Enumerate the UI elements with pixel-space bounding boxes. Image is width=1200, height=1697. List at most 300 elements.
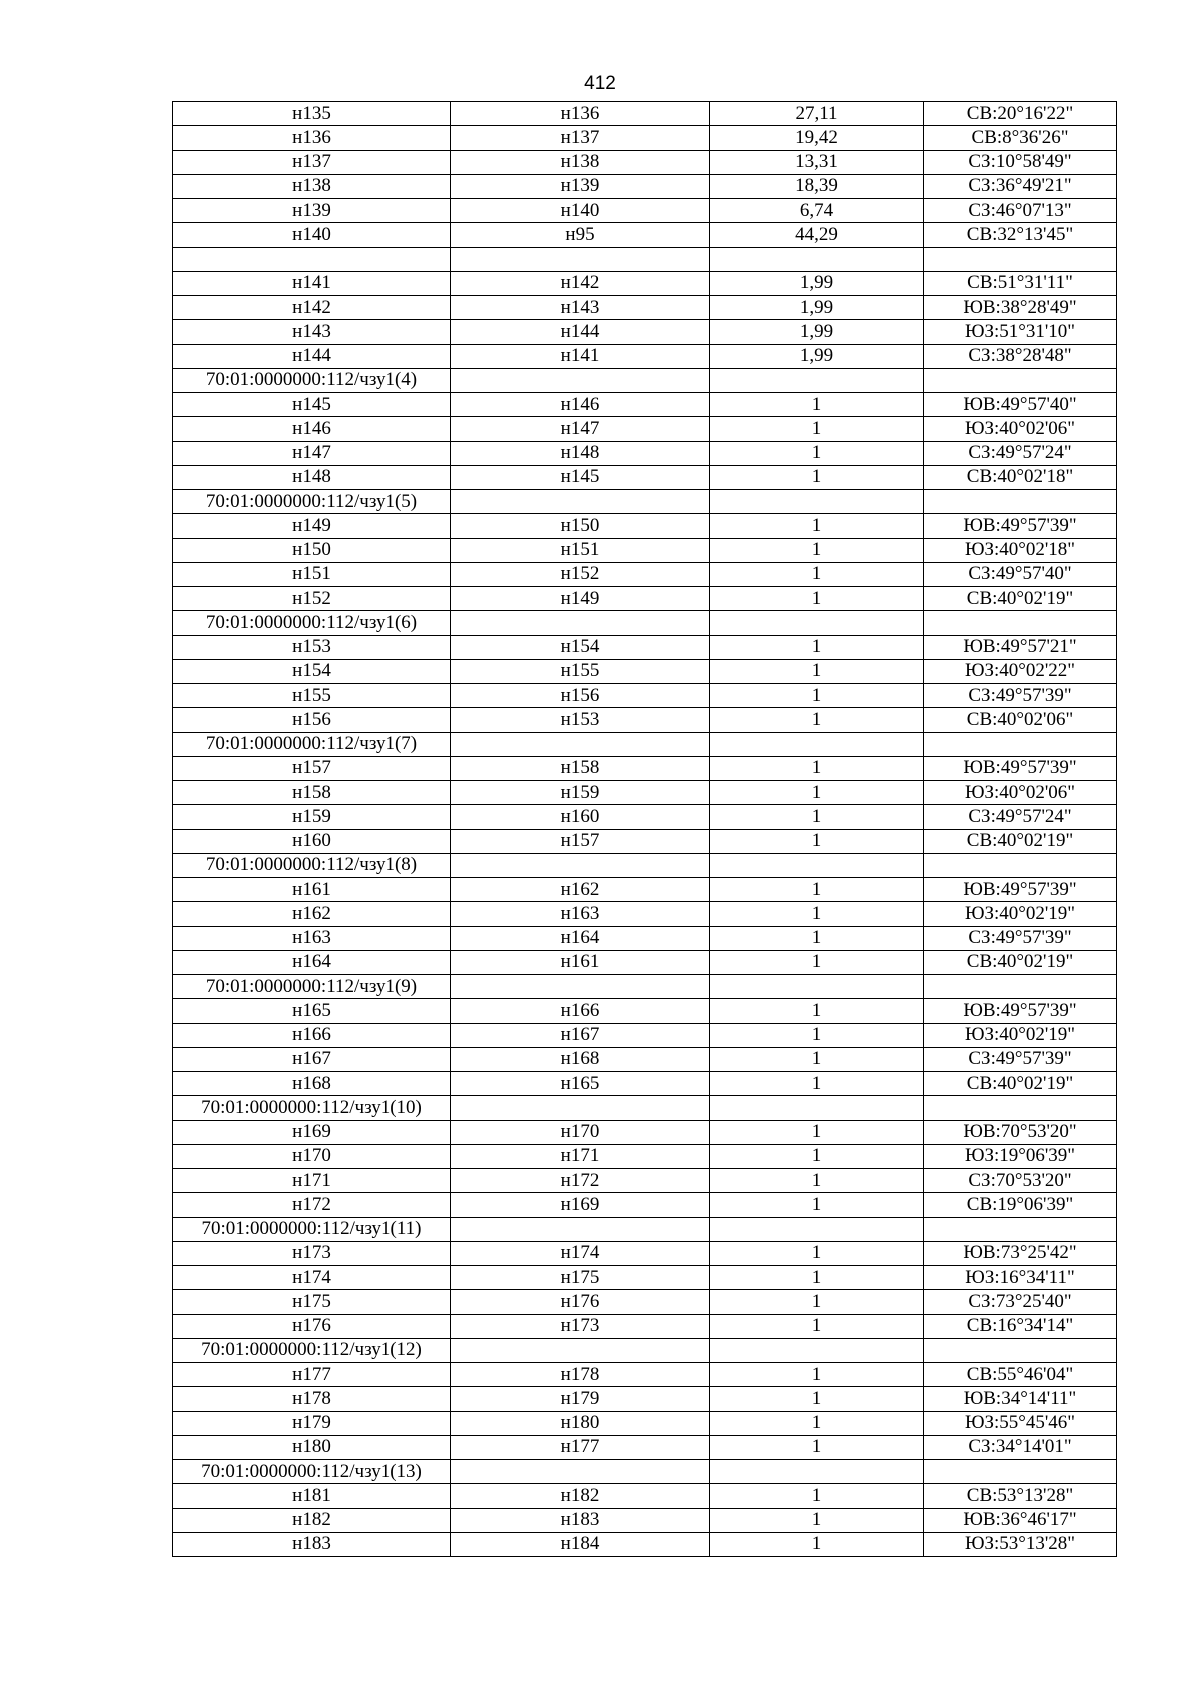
table-row: [173, 393, 1117, 417]
length-cell: 1: [710, 635, 924, 659]
point-from-cell: н146: [173, 417, 451, 441]
bearing-cell: СЗ:36°49'21": [924, 174, 1117, 198]
point-from-cell: н181: [173, 1484, 451, 1508]
bearing-cell: [924, 1460, 1117, 1484]
point-from-cell: 70:01:0000000:112/чзу1(11): [173, 1217, 451, 1241]
bearing-cell: СЗ:49°57'24": [924, 805, 1117, 829]
table-row: [173, 926, 1117, 950]
length-cell: 1: [710, 587, 924, 611]
table-row: [173, 1387, 1117, 1411]
bearing-cell: СЗ:70°53'20": [924, 1169, 1117, 1193]
bearing-cell: СЗ:49°57'39": [924, 926, 1117, 950]
table-row: [173, 1193, 1117, 1217]
length-cell: 1: [710, 1120, 924, 1144]
point-from-cell: н154: [173, 659, 451, 683]
point-to-cell: [451, 975, 710, 999]
point-from-cell: н147: [173, 441, 451, 465]
point-from-cell: н166: [173, 1023, 451, 1047]
point-to-cell: н184: [451, 1532, 710, 1556]
point-to-cell: н178: [451, 1363, 710, 1387]
point-to-cell: [451, 1217, 710, 1241]
point-to-cell: н177: [451, 1435, 710, 1459]
bearing-cell: СВ:8°36'26": [924, 126, 1117, 150]
length-cell: [710, 368, 924, 392]
point-to-cell: н172: [451, 1169, 710, 1193]
bearing-cell: [924, 368, 1117, 392]
length-cell: 1: [710, 1532, 924, 1556]
point-from-cell: н177: [173, 1363, 451, 1387]
length-cell: 1: [710, 514, 924, 538]
table-row: [173, 538, 1117, 562]
point-from-cell: н157: [173, 756, 451, 780]
point-to-cell: [451, 1460, 710, 1484]
length-cell: 1: [710, 659, 924, 683]
bearing-cell: ЮЗ:40°02'19": [924, 1023, 1117, 1047]
table-row: [173, 247, 1117, 271]
table-row: [173, 1460, 1117, 1484]
table-row: [173, 1144, 1117, 1168]
point-to-cell: н154: [451, 635, 710, 659]
length-cell: 1: [710, 1023, 924, 1047]
length-cell: 1: [710, 562, 924, 586]
point-to-cell: н180: [451, 1411, 710, 1435]
point-to-cell: н95: [451, 223, 710, 247]
point-to-cell: н148: [451, 441, 710, 465]
point-to-cell: н163: [451, 902, 710, 926]
point-to-cell: н136: [451, 102, 710, 126]
length-cell: 1,99: [710, 344, 924, 368]
point-to-cell: н149: [451, 587, 710, 611]
length-cell: 1,99: [710, 296, 924, 320]
point-from-cell: 70:01:0000000:112/чзу1(12): [173, 1338, 451, 1362]
table-row: [173, 271, 1117, 295]
point-from-cell: н148: [173, 465, 451, 489]
bearing-cell: СВ:40°02'06": [924, 708, 1117, 732]
table-row: [173, 1072, 1117, 1096]
bearing-cell: [924, 732, 1117, 756]
point-from-cell: [173, 247, 451, 271]
point-to-cell: н166: [451, 999, 710, 1023]
point-to-cell: н147: [451, 417, 710, 441]
point-to-cell: н167: [451, 1023, 710, 1047]
bearing-cell: ЮВ:49°57'39": [924, 878, 1117, 902]
table-row: [173, 587, 1117, 611]
length-cell: 1: [710, 1314, 924, 1338]
table-row: [173, 950, 1117, 974]
table-row: [173, 562, 1117, 586]
table-row: [173, 102, 1117, 126]
point-from-cell: н179: [173, 1411, 451, 1435]
point-to-cell: [451, 853, 710, 877]
bearing-cell: [924, 1217, 1117, 1241]
point-from-cell: н152: [173, 587, 451, 611]
table-row: [173, 805, 1117, 829]
length-cell: [710, 975, 924, 999]
bearing-cell: ЮЗ:16°34'11": [924, 1266, 1117, 1290]
point-from-cell: н140: [173, 223, 451, 247]
point-to-cell: н142: [451, 271, 710, 295]
point-to-cell: н137: [451, 126, 710, 150]
table-row: [173, 514, 1117, 538]
point-to-cell: н176: [451, 1290, 710, 1314]
point-to-cell: н155: [451, 659, 710, 683]
length-cell: 44,29: [710, 223, 924, 247]
length-cell: 19,42: [710, 126, 924, 150]
point-to-cell: н144: [451, 320, 710, 344]
table-row: [173, 1217, 1117, 1241]
table-row: [173, 1047, 1117, 1071]
table-row: [173, 975, 1117, 999]
bearing-cell: ЮВ:73°25'42": [924, 1241, 1117, 1265]
bearing-cell: СЗ:38°28'48": [924, 344, 1117, 368]
point-from-cell: 70:01:0000000:112/чзу1(10): [173, 1096, 451, 1120]
length-cell: 1: [710, 1072, 924, 1096]
length-cell: 1: [710, 1363, 924, 1387]
point-from-cell: н175: [173, 1290, 451, 1314]
point-to-cell: н161: [451, 950, 710, 974]
point-from-cell: н151: [173, 562, 451, 586]
table-row: [173, 1241, 1117, 1265]
length-cell: 1: [710, 708, 924, 732]
bearing-cell: ЮВ:70°53'20": [924, 1120, 1117, 1144]
length-cell: [710, 1096, 924, 1120]
point-from-cell: н160: [173, 829, 451, 853]
table-row: [173, 1266, 1117, 1290]
point-to-cell: [451, 368, 710, 392]
point-from-cell: н149: [173, 514, 451, 538]
point-to-cell: н150: [451, 514, 710, 538]
bearing-cell: ЮЗ:40°02'18": [924, 538, 1117, 562]
bearing-cell: СЗ:10°58'49": [924, 150, 1117, 174]
point-from-cell: н138: [173, 174, 451, 198]
length-cell: 1: [710, 756, 924, 780]
table-row: [173, 1508, 1117, 1532]
bearing-cell: [924, 247, 1117, 271]
length-cell: 18,39: [710, 174, 924, 198]
table-row: [173, 490, 1117, 514]
bearing-cell: СВ:55°46'04": [924, 1363, 1117, 1387]
point-to-cell: [451, 732, 710, 756]
bearing-cell: СЗ:34°14'01": [924, 1435, 1117, 1459]
table-row: [173, 756, 1117, 780]
point-from-cell: 70:01:0000000:112/чзу1(4): [173, 368, 451, 392]
bearing-cell: ЮВ:49°57'39": [924, 756, 1117, 780]
length-cell: 1: [710, 393, 924, 417]
length-cell: 1: [710, 1144, 924, 1168]
point-from-cell: н135: [173, 102, 451, 126]
table-row: [173, 465, 1117, 489]
table-row: [173, 174, 1117, 198]
point-from-cell: н178: [173, 1387, 451, 1411]
table-row: [173, 126, 1117, 150]
point-to-cell: н153: [451, 708, 710, 732]
bearing-cell: ЮЗ:40°02'06": [924, 781, 1117, 805]
length-cell: 1: [710, 538, 924, 562]
bearing-cell: СВ:51°31'11": [924, 271, 1117, 295]
table-row: [173, 611, 1117, 635]
table-row: [173, 296, 1117, 320]
table-row: [173, 853, 1117, 877]
coordinates-table: [172, 101, 1117, 1557]
length-cell: 1: [710, 684, 924, 708]
bearing-cell: ЮВ:49°57'21": [924, 635, 1117, 659]
point-to-cell: н152: [451, 562, 710, 586]
point-to-cell: н156: [451, 684, 710, 708]
point-to-cell: н169: [451, 1193, 710, 1217]
point-from-cell: н168: [173, 1072, 451, 1096]
table-row: [173, 1169, 1117, 1193]
table-row: [173, 1023, 1117, 1047]
point-from-cell: н167: [173, 1047, 451, 1071]
table-row: [173, 1532, 1117, 1556]
bearing-cell: СВ:32°13'45": [924, 223, 1117, 247]
table-row: [173, 344, 1117, 368]
point-from-cell: н172: [173, 1193, 451, 1217]
point-to-cell: [451, 611, 710, 635]
length-cell: 1,99: [710, 271, 924, 295]
table-row: [173, 732, 1117, 756]
point-to-cell: н140: [451, 199, 710, 223]
bearing-cell: СВ:19°06'39": [924, 1193, 1117, 1217]
length-cell: 6,74: [710, 199, 924, 223]
length-cell: 1: [710, 1169, 924, 1193]
bearing-cell: [924, 490, 1117, 514]
table-row: [173, 223, 1117, 247]
length-cell: 1: [710, 781, 924, 805]
bearing-cell: СВ:40°02'19": [924, 587, 1117, 611]
length-cell: [710, 490, 924, 514]
point-to-cell: н151: [451, 538, 710, 562]
bearing-cell: [924, 1338, 1117, 1362]
table-body: [173, 102, 1117, 1557]
point-from-cell: н145: [173, 393, 451, 417]
point-from-cell: н142: [173, 296, 451, 320]
point-to-cell: [451, 490, 710, 514]
point-from-cell: н153: [173, 635, 451, 659]
table-row: [173, 708, 1117, 732]
length-cell: [710, 1338, 924, 1362]
point-from-cell: н141: [173, 271, 451, 295]
table-row: [173, 635, 1117, 659]
table-row: [173, 829, 1117, 853]
table-row: [173, 1096, 1117, 1120]
point-from-cell: н156: [173, 708, 451, 732]
length-cell: 1: [710, 926, 924, 950]
table-row: [173, 878, 1117, 902]
point-from-cell: н171: [173, 1169, 451, 1193]
point-from-cell: н169: [173, 1120, 451, 1144]
bearing-cell: ЮВ:49°57'39": [924, 999, 1117, 1023]
bearing-cell: ЮЗ:40°02'06": [924, 417, 1117, 441]
point-to-cell: н143: [451, 296, 710, 320]
table-row: [173, 199, 1117, 223]
length-cell: 1: [710, 441, 924, 465]
bearing-cell: СЗ:49°57'39": [924, 1047, 1117, 1071]
table-row: [173, 781, 1117, 805]
point-from-cell: н170: [173, 1144, 451, 1168]
point-from-cell: н137: [173, 150, 451, 174]
point-to-cell: н170: [451, 1120, 710, 1144]
bearing-cell: ЮВ:36°46'17": [924, 1508, 1117, 1532]
point-from-cell: н174: [173, 1266, 451, 1290]
page-number: 412: [584, 73, 616, 94]
bearing-cell: ЮЗ:19°06'39": [924, 1144, 1117, 1168]
length-cell: 1,99: [710, 320, 924, 344]
table-row: [173, 417, 1117, 441]
bearing-cell: СЗ:73°25'40": [924, 1290, 1117, 1314]
table-row: [173, 441, 1117, 465]
bearing-cell: СЗ:49°57'24": [924, 441, 1117, 465]
table-row: [173, 1338, 1117, 1362]
table-row: [173, 320, 1117, 344]
point-from-cell: н155: [173, 684, 451, 708]
bearing-cell: СВ:40°02'19": [924, 829, 1117, 853]
length-cell: [710, 1460, 924, 1484]
point-to-cell: н141: [451, 344, 710, 368]
point-from-cell: н143: [173, 320, 451, 344]
point-from-cell: н176: [173, 1314, 451, 1338]
bearing-cell: ЮВ:49°57'40": [924, 393, 1117, 417]
bearing-cell: СВ:40°02'18": [924, 465, 1117, 489]
length-cell: 1: [710, 1508, 924, 1532]
length-cell: 1: [710, 1241, 924, 1265]
point-to-cell: н138: [451, 150, 710, 174]
table-row: [173, 1435, 1117, 1459]
point-from-cell: 70:01:0000000:112/чзу1(5): [173, 490, 451, 514]
length-cell: [710, 1217, 924, 1241]
table-row: [173, 1314, 1117, 1338]
bearing-cell: СВ:40°02'19": [924, 1072, 1117, 1096]
point-to-cell: [451, 1096, 710, 1120]
point-to-cell: н158: [451, 756, 710, 780]
length-cell: 1: [710, 999, 924, 1023]
point-from-cell: н144: [173, 344, 451, 368]
table-row: [173, 1411, 1117, 1435]
table-row: [173, 1290, 1117, 1314]
table-row: [173, 368, 1117, 392]
point-from-cell: н139: [173, 199, 451, 223]
length-cell: [710, 611, 924, 635]
length-cell: 1: [710, 1387, 924, 1411]
point-from-cell: н164: [173, 950, 451, 974]
point-to-cell: н139: [451, 174, 710, 198]
bearing-cell: [924, 853, 1117, 877]
bearing-cell: ЮЗ:53°13'28": [924, 1532, 1117, 1556]
length-cell: 27,11: [710, 102, 924, 126]
table-row: [173, 150, 1117, 174]
length-cell: 13,31: [710, 150, 924, 174]
bearing-cell: ЮЗ:40°02'19": [924, 902, 1117, 926]
length-cell: 1: [710, 1484, 924, 1508]
bearing-cell: СЗ:49°57'40": [924, 562, 1117, 586]
table-row: [173, 902, 1117, 926]
bearing-cell: [924, 1096, 1117, 1120]
bearing-cell: СВ:53°13'28": [924, 1484, 1117, 1508]
point-to-cell: н164: [451, 926, 710, 950]
point-to-cell: н179: [451, 1387, 710, 1411]
table-row: [173, 1484, 1117, 1508]
length-cell: 1: [710, 1266, 924, 1290]
point-from-cell: 70:01:0000000:112/чзу1(13): [173, 1460, 451, 1484]
bearing-cell: ЮЗ:40°02'22": [924, 659, 1117, 683]
length-cell: 1: [710, 1411, 924, 1435]
length-cell: [710, 247, 924, 271]
bearing-cell: ЮЗ:51°31'10": [924, 320, 1117, 344]
length-cell: 1: [710, 465, 924, 489]
point-from-cell: н165: [173, 999, 451, 1023]
bearing-cell: ЮВ:38°28'49": [924, 296, 1117, 320]
point-to-cell: н157: [451, 829, 710, 853]
length-cell: 1: [710, 1435, 924, 1459]
bearing-cell: СВ:16°34'14": [924, 1314, 1117, 1338]
point-to-cell: [451, 247, 710, 271]
bearing-cell: СЗ:46°07'13": [924, 199, 1117, 223]
point-from-cell: 70:01:0000000:112/чзу1(8): [173, 853, 451, 877]
point-to-cell: н146: [451, 393, 710, 417]
point-to-cell: н175: [451, 1266, 710, 1290]
point-from-cell: н182: [173, 1508, 451, 1532]
table-row: [173, 999, 1117, 1023]
length-cell: [710, 853, 924, 877]
length-cell: 1: [710, 902, 924, 926]
table-row: [173, 1120, 1117, 1144]
point-from-cell: н183: [173, 1532, 451, 1556]
bearing-cell: ЮЗ:55°45'46": [924, 1411, 1117, 1435]
point-from-cell: н173: [173, 1241, 451, 1265]
point-to-cell: н159: [451, 781, 710, 805]
length-cell: 1: [710, 878, 924, 902]
bearing-cell: [924, 975, 1117, 999]
length-cell: 1: [710, 417, 924, 441]
table-row: [173, 1363, 1117, 1387]
table-row: [173, 659, 1117, 683]
bearing-cell: ЮВ:34°14'11": [924, 1387, 1117, 1411]
point-from-cell: н158: [173, 781, 451, 805]
length-cell: 1: [710, 829, 924, 853]
length-cell: [710, 732, 924, 756]
length-cell: 1: [710, 1193, 924, 1217]
point-to-cell: н162: [451, 878, 710, 902]
point-to-cell: н183: [451, 1508, 710, 1532]
point-from-cell: 70:01:0000000:112/чзу1(9): [173, 975, 451, 999]
length-cell: 1: [710, 805, 924, 829]
bearing-cell: СВ:20°16'22": [924, 102, 1117, 126]
point-from-cell: н163: [173, 926, 451, 950]
bearing-cell: СВ:40°02'19": [924, 950, 1117, 974]
length-cell: 1: [710, 950, 924, 974]
point-to-cell: н168: [451, 1047, 710, 1071]
point-to-cell: н160: [451, 805, 710, 829]
length-cell: 1: [710, 1290, 924, 1314]
point-to-cell: н173: [451, 1314, 710, 1338]
length-cell: 1: [710, 1047, 924, 1071]
point-from-cell: 70:01:0000000:112/чзу1(6): [173, 611, 451, 635]
bearing-cell: СЗ:49°57'39": [924, 684, 1117, 708]
point-to-cell: н171: [451, 1144, 710, 1168]
point-from-cell: н150: [173, 538, 451, 562]
point-to-cell: н174: [451, 1241, 710, 1265]
point-to-cell: н145: [451, 465, 710, 489]
bearing-cell: ЮВ:49°57'39": [924, 514, 1117, 538]
point-from-cell: 70:01:0000000:112/чзу1(7): [173, 732, 451, 756]
point-from-cell: н136: [173, 126, 451, 150]
point-from-cell: н180: [173, 1435, 451, 1459]
point-to-cell: н182: [451, 1484, 710, 1508]
point-to-cell: н165: [451, 1072, 710, 1096]
table-row: [173, 684, 1117, 708]
point-to-cell: [451, 1338, 710, 1362]
bearing-cell: [924, 611, 1117, 635]
